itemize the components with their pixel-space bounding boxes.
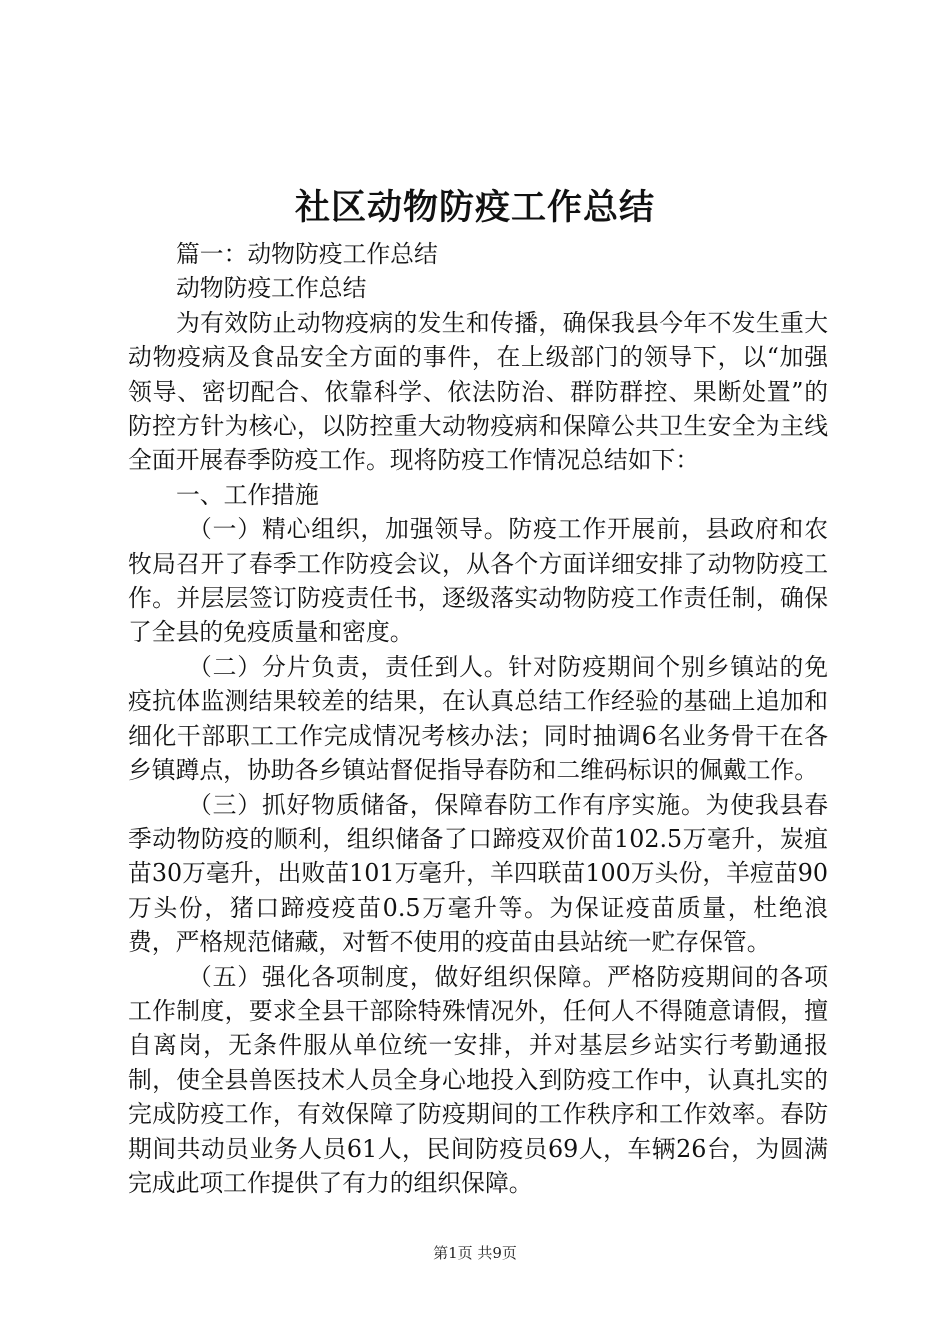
document-body xyxy=(128,237,828,1200)
body-paragraph-measure-3: （三）抓好物质储备，保障春防工作有序实施。为使我县春季动物防疫的顺利，组织储备了口蹄疫双价苗102.5万毫升，炭疽苗30万毫升，出败苗101万毫升，羊四联苗100万头份，羊痘苗90万头份，猪口蹄疫疫苗0.5万毫升等。为保证疫苗质量，杜绝浪费，严格规范储藏，对暂不使用的疫苗由县站统一贮存保管。 xyxy=(128,790,828,957)
body-paragraph-measure-1: （一）精心组织，加强领导。防疫工作开展前，县政府和农牧局召开了春季工作防疫会议，从各个方面详细安排了动物防疫工作。并层层签订防疫责任书，逐级落实动物防疫工作责任制，确保了全县的免疫质量和密度。 xyxy=(128,515,828,647)
body-paragraph-measure-2: （二）分片负责，责任到人。针对防疫期间个别乡镇站的免疫抗体监测结果较差的结果，在认真总结工作经验的基础上追加和细化干部职工工作完成情况考核办法；同时抽调6名业务骨干在各乡镇蹲点，协助各乡镇站督促指导春防和二维码标识的佩戴工作。 xyxy=(128,652,828,785)
body-paragraph-intro: 为有效防止动物疫病的发生和传播，确保我县今年不发生重大动物疫病及食品安全方面的事件，在上级部门的领导下，以“加强领导、密切配合、依靠科学、依法防治、群防群控、果断处置”的防控方针为核心，以防控重大动物疫病和保障公共卫生安全为主线全面开展春季防疫工作。现将防疫工作情况总结如下： xyxy=(128,308,828,475)
subsection-heading: 动物防疫工作总结 xyxy=(176,274,367,303)
section-heading: 篇一：动物防疫工作总结 xyxy=(176,240,438,268)
body-paragraph-measure-5: （五）强化各项制度，做好组织保障。严格防疫期间的各项工作制度，要求全县干部除特殊情况外，任何人不得随意请假，擅自离岗，无条件服从单位统一安排，并对基层乡站实行考勤通报制，使全县兽医技术人员全身心地投入到防疫工作中，认真扎实的完成防疫工作，有效保障了防疫期间的工作秩序和工作效率。春防期间共动员业务人员61人，民间防疫员69人，车辆26台，为圆满完成此项工作提供了有力的组织保障。 xyxy=(128,962,828,1197)
page-footer: 第1页 共9页 xyxy=(433,1244,517,1262)
document-title: 社区动物防疫工作总结 xyxy=(294,187,655,228)
section-heading-measures: 一、工作措施 xyxy=(176,480,319,509)
